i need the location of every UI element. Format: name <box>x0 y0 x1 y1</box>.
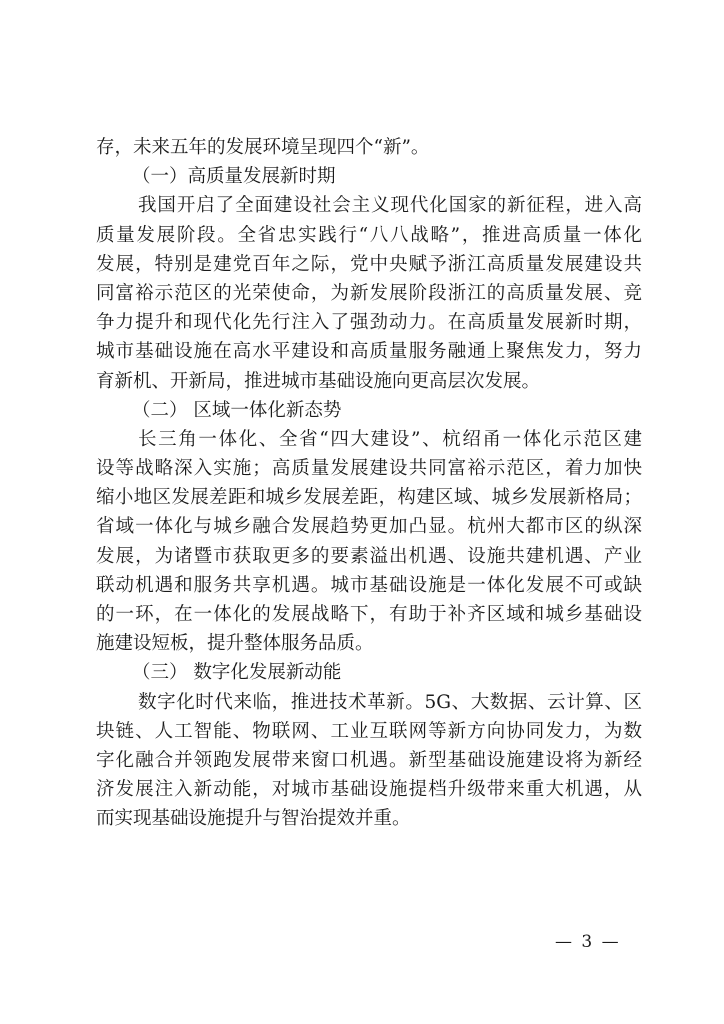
section-heading-2: （二） 区域一体化新态势 <box>132 399 342 421</box>
text-line: 我国开启了全面建设社会主义现代化国家的新征程，进入高 <box>138 195 642 217</box>
text-line: 设等战略深入实施；高质量发展建设共同富裕示范区，着力加快 <box>96 458 642 480</box>
text-line: 块链、人工智能、物联网、工业互联网等新方向协同发力，为数 <box>96 720 642 742</box>
text-line: 施建设短板，提升整体服务品质。 <box>96 633 374 655</box>
text-line: 存，未来五年的发展环境呈现四个“新”。 <box>96 137 430 158</box>
text-line: 省域一体化与城乡融合发展趋势更加凸显。杭州大都市区的纵深 <box>96 516 642 538</box>
section-heading-1: （一）高质量发展新时期 <box>132 166 336 188</box>
text-line: 发展，为诸暨市获取更多的要素溢出机遇、设施共建机遇、产业 <box>96 545 642 567</box>
text-line: 质量发展阶段。全省忠实践行“八八战略”，推进高质量一体化 <box>96 224 642 246</box>
text-line: 育新机、开新局，推进城市基础设施向更高层次发展。 <box>96 370 541 392</box>
text-line: 济发展注入新动能，对城市基础设施提档升级带来重大机遇，从 <box>96 779 642 801</box>
text-line: 而实现基础设施提升与智治提效并重。 <box>96 808 411 830</box>
text-line: 发展，特别是建党百年之际，党中央赋予浙江高质量发展建设共 <box>96 253 642 275</box>
text-line: 争力提升和现代化先行注入了强劲动力。在高质量发展新时期， <box>96 312 642 334</box>
text-line: 城市基础设施在高水平建设和高质量服务融通上聚焦发力，努力 <box>96 341 642 363</box>
section-heading-3: （三） 数字化发展新动能 <box>132 662 342 684</box>
text-line: 字化融合并领跑发展带来窗口机遇。新型基础设施建设将为新经 <box>96 749 642 771</box>
text-line: 联动机遇和服务共享机遇。城市基础设施是一体化发展不可或缺 <box>96 574 642 596</box>
body-text <box>96 133 642 834</box>
text-line: 数字化时代来临，推进技术革新。5G、大数据、云计算、区 <box>138 691 642 713</box>
page-number: — 3 — <box>555 932 621 952</box>
text-line: 同富裕示范区的光荣使命，为新发展阶段浙江的高质量发展、竞 <box>96 282 642 304</box>
text-line: 的一环，在一体化的发展战略下，有助于补齐区域和城乡基础设 <box>96 604 642 625</box>
text-line: 缩小地区发展差距和城乡发展差距，构建区域、城乡发展新格局； <box>96 487 642 509</box>
text-line: 长三角一体化、全省“四大建设”、杭绍甬一体化示范区建 <box>138 428 642 450</box>
